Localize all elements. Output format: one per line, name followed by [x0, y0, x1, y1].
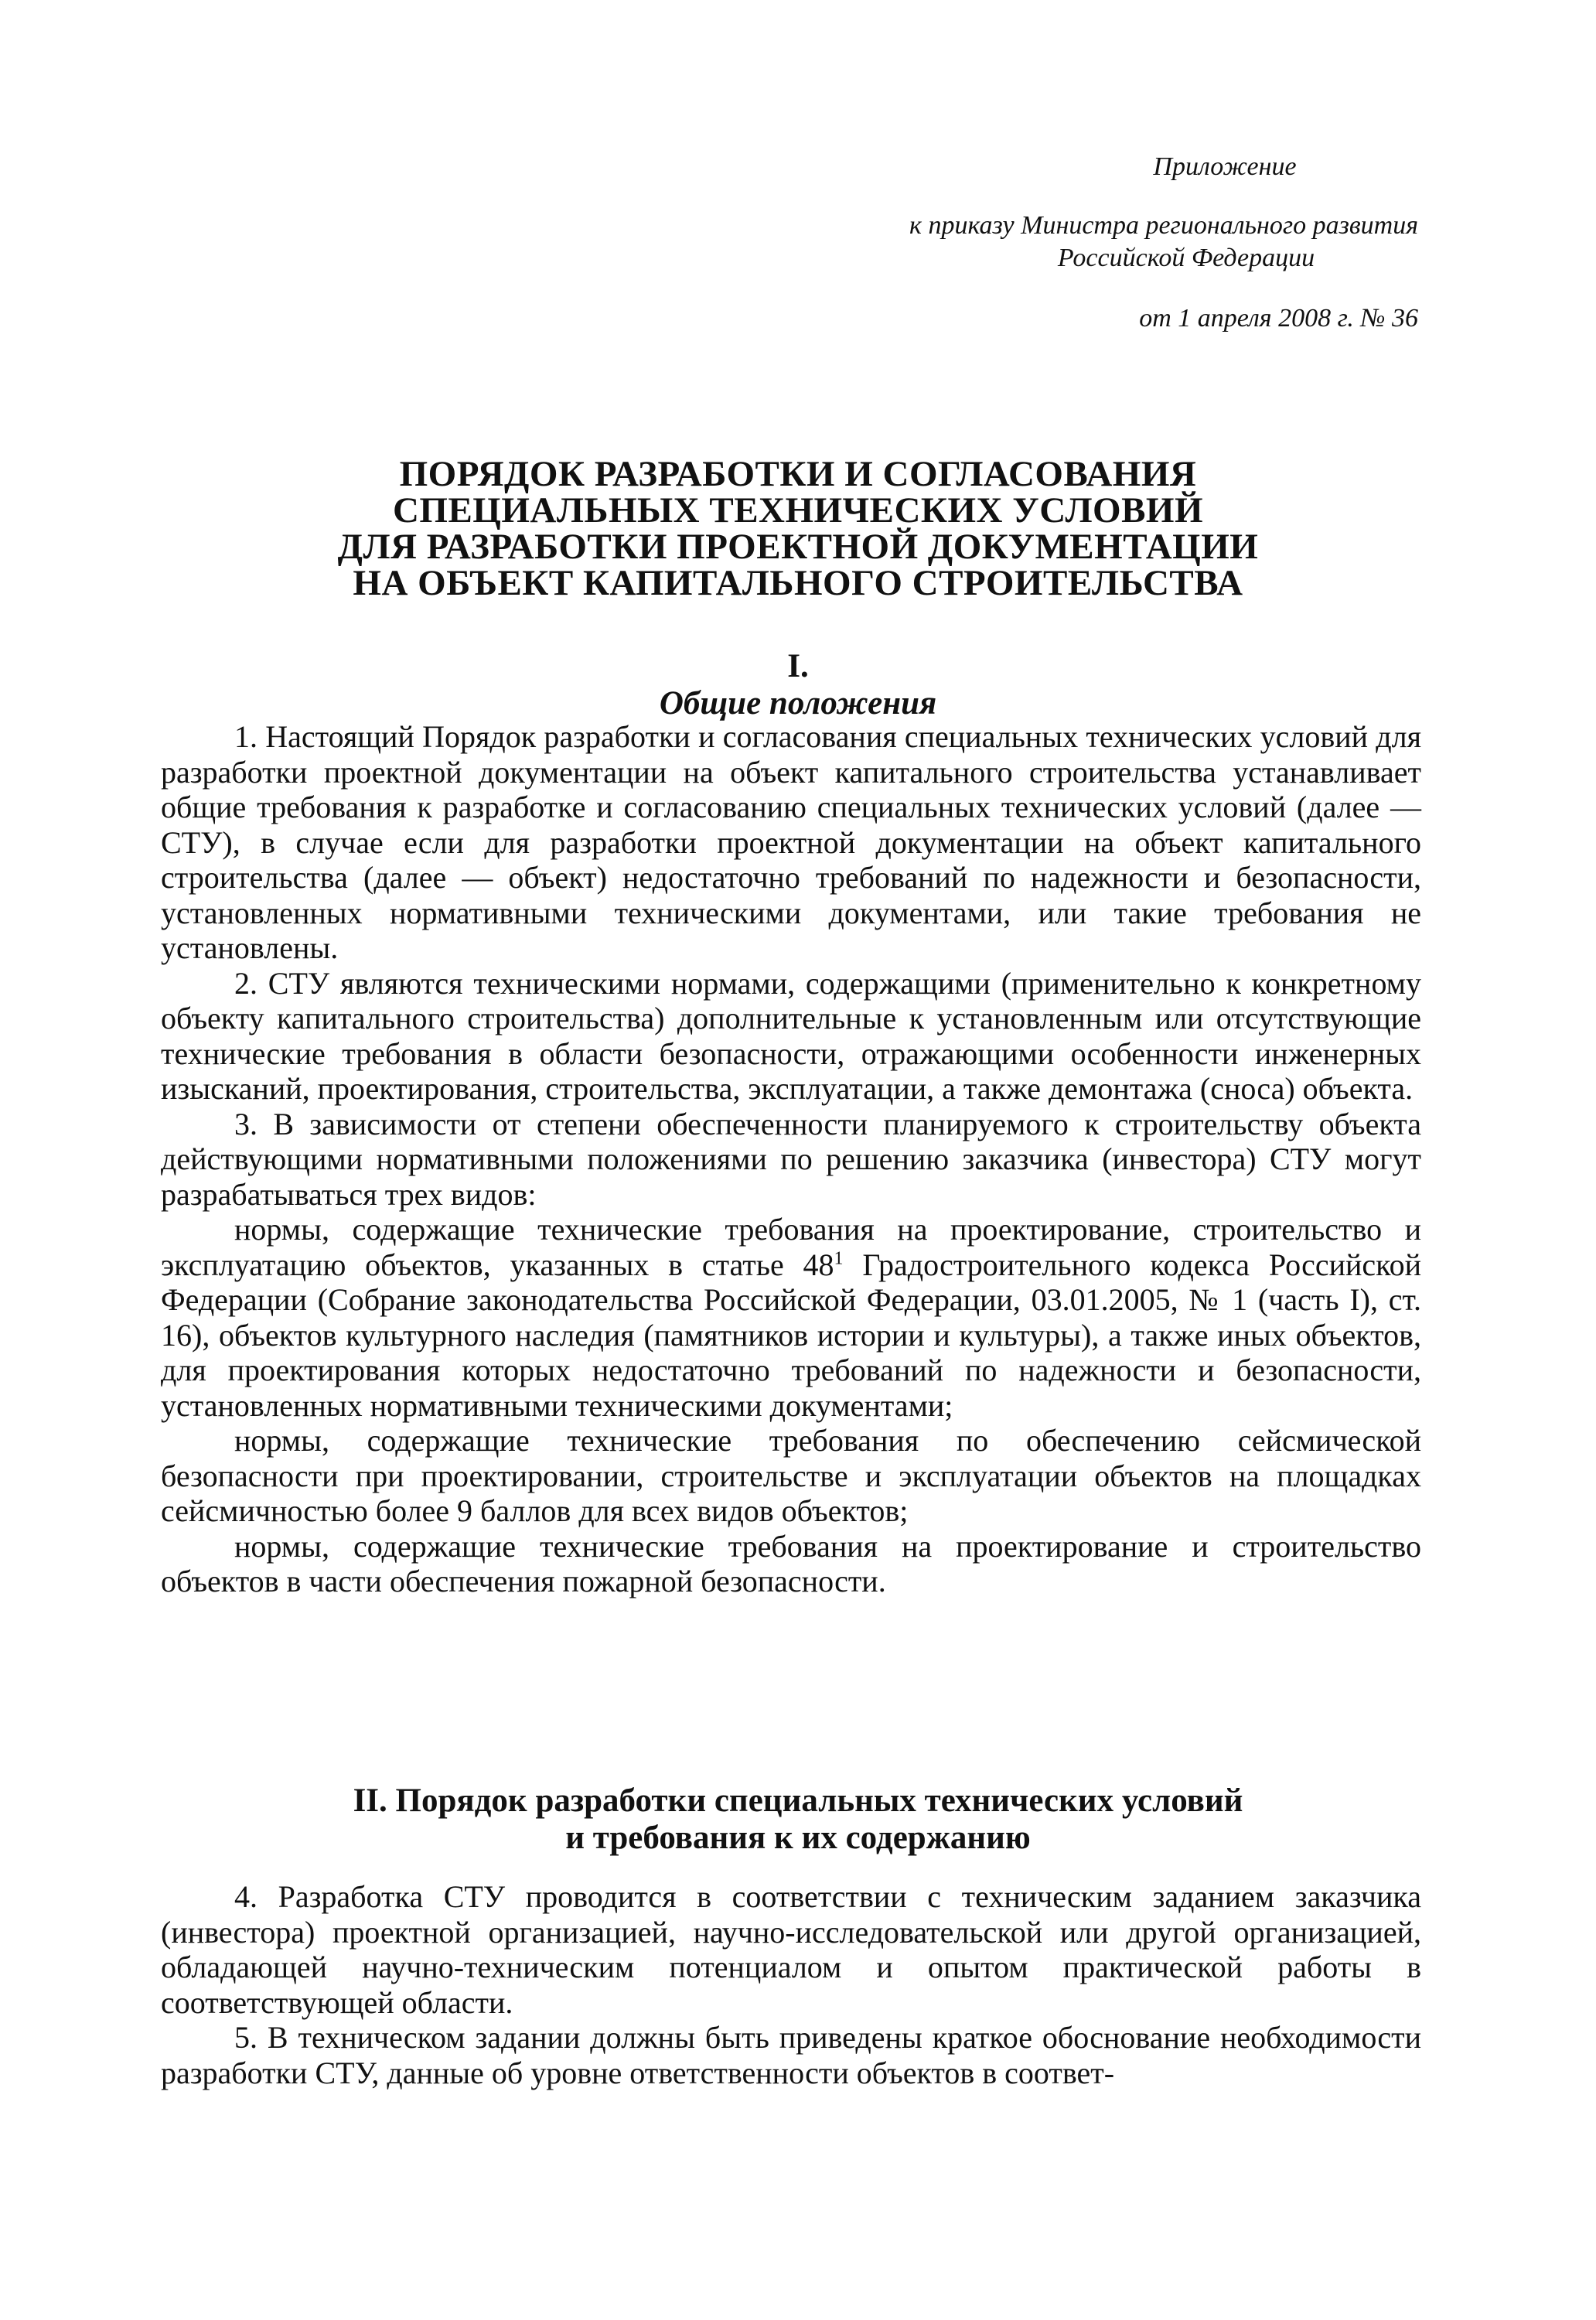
item-1-text-a: нормы, содержащие технические требования на проектирование, строительство и эксплуатацию объектов, указанных в статье 48 [161, 1212, 1421, 1282]
paragraph-3: 3. В зависимости от степени обеспеченности планируемого к строительству объекта действующими нормативными положениями по решению заказчика (инвестора) СТУ могут разрабатываться трех видов: [161, 1106, 1421, 1212]
paragraph-3-item-3: нормы, содержащие технические требования на проектирование и строительство объектов в части обеспечения пожарной безопасности. [161, 1528, 1421, 1598]
article-superscript: 1 [834, 1248, 844, 1269]
section-1-body [161, 719, 1421, 1599]
appendix-org-line: Российской Федерации [1057, 244, 1315, 272]
appendix-block [830, 151, 1418, 335]
paragraph-2: 2. СТУ являются техническими нормами, содержащими (применительно к конкретному объекту капитального строительства) дополнительные к установленным или отсутствующие технические требования в области безопасности, отражающими особенности инженерных изысканий, проектирования, строительства, эксплуатации, а также демонтажа (сноса) объекта. [161, 965, 1421, 1106]
section-2-heading [155, 1783, 1441, 1857]
document-title [155, 456, 1441, 602]
paragraph-4: 4. Разработка СТУ проводится в соответствии с техническим заданием заказчика (инвестора) проектной организацией, научно-исследовательской или другой организацией, обладающей научно-техническим потенциалом и опытом практической работы в соответствующей области. [161, 1879, 1421, 2020]
item-1-text-b: Градостроительного кодекса Российской Федерации (Собрание законодательства Российской Федерации, 03.01.2005, № 1 (часть I), ст. 16), объектов культурного наследия (памятников истории и культуры), а также иных объектов, для проектирования которых недостаточно требований по надежности и безопасности, установленных нормативными техническими документами; [161, 1247, 1421, 1423]
section-1-title: Общие положения [659, 685, 937, 722]
appendix-title: Приложение [1153, 152, 1297, 181]
section-2-body [161, 1879, 1421, 2090]
section-1-heading [155, 648, 1441, 722]
section-2-title-line-2: и требования к их содержанию [565, 1820, 1031, 1856]
section-1-number: I. [787, 648, 809, 684]
section-2-title-line-1: II. Порядок разработки специальных технических условий [353, 1783, 1243, 1819]
title-line-3: ДЛЯ РАЗРАБОТКИ ПРОЕКТНОЙ ДОКУМЕНТАЦИИ [337, 527, 1259, 567]
paragraph-5: 5. В техническом задании должны быть приведены краткое обоснование необходимости разработки СТУ, данные об уровне ответственности объектов в соответ- [161, 2020, 1421, 2090]
title-line-1: ПОРЯДОК РАЗРАБОТКИ И СОГЛАСОВАНИЯ [399, 454, 1197, 494]
title-line-2: СПЕЦИАЛЬНЫХ ТЕХНИЧЕСКИХ УСЛОВИЙ [392, 490, 1204, 531]
appendix-order-line: к приказу Министра регионального развития [909, 211, 1418, 240]
paragraph-3-item-2: нормы, содержащие технические требования по обеспечению сейсмической безопасности при проектировании, строительстве и эксплуатации объектов на площадках сейсмичностью более 9 баллов для всех видов объектов; [161, 1423, 1421, 1528]
title-line-4: НА ОБЪЕКТ КАПИТАЛЬНОГО СТРОИТЕЛЬСТВА [353, 563, 1243, 603]
paragraph-1: 1. Настоящий Порядок разработки и согласования специальных технических условий для разработки проектной документации на объект капитального строительства устанавливает общие требования к разработке и согласованию специальных технических условий (далее — СТУ), в случае если для разработки проектной документации на объект капитального строительства (далее — объект) недостаточно требований по надежности и безопасности, установленных нормативными техническими документами, или такие требования не установлены. [161, 719, 1421, 965]
appendix-date: от 1 апреля 2008 г. № 36 [1139, 304, 1418, 333]
paragraph-3-item-1 [161, 1212, 1421, 1423]
